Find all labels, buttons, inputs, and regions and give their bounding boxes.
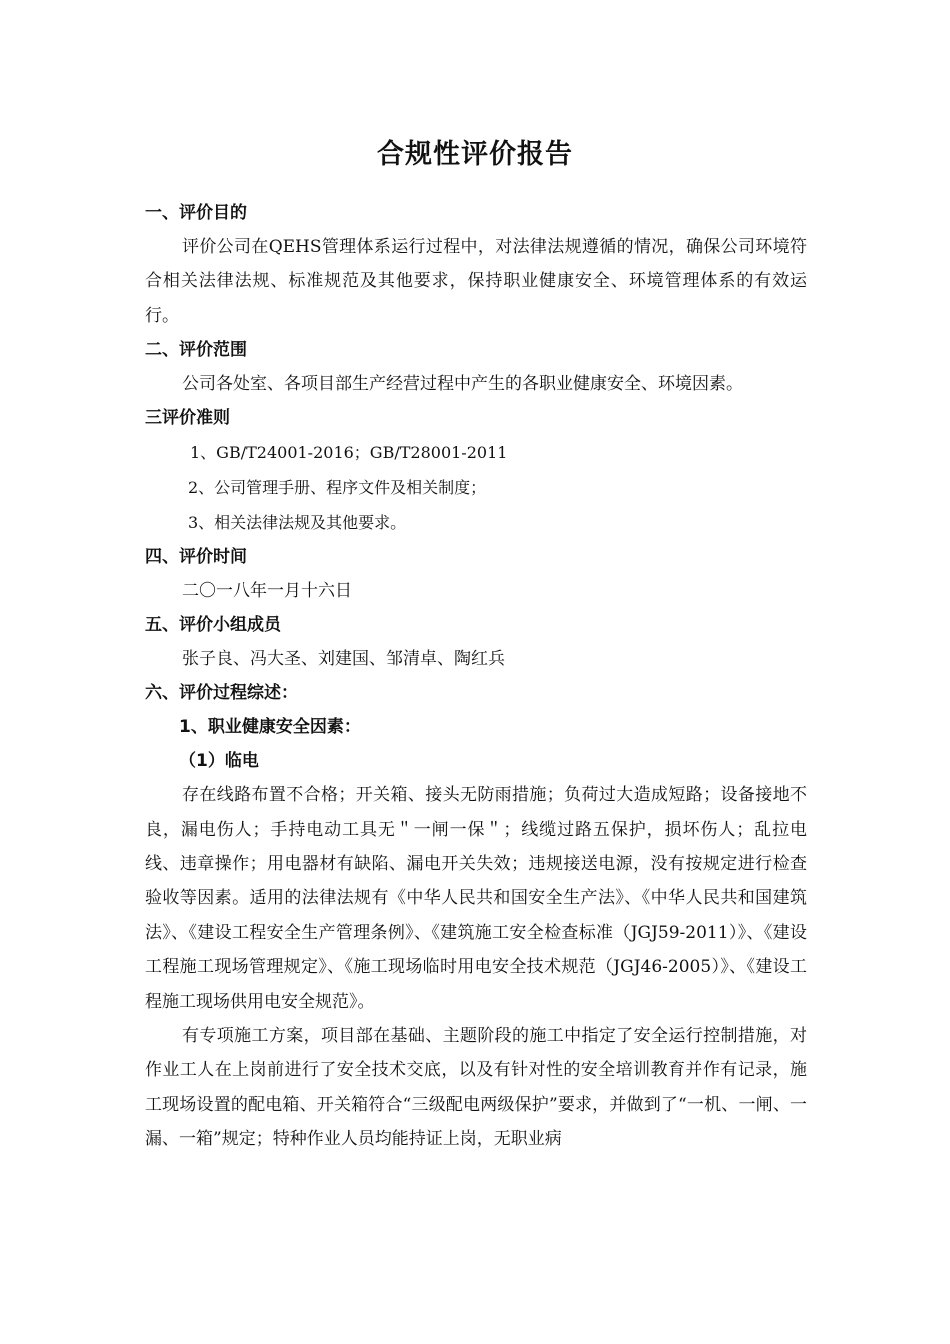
- section-heading-members: 五、评价小组成员: [145, 615, 281, 636]
- criteria-item: 3、相关法律法规及其他要求。: [188, 513, 407, 533]
- criteria-item: 2、公司管理手册、程序文件及相关制度；: [188, 478, 487, 498]
- subsection-heading-ohs: 1、职业健康安全因素：: [179, 717, 361, 738]
- criteria-item: 1、GB/T24001-2016；GB/T28001-2011: [190, 443, 508, 463]
- section-heading-criteria: 三评价准则: [145, 408, 230, 429]
- section-body-members: 张子良、冯大圣、刘建国、邹清卓、陶红兵: [182, 649, 505, 670]
- section-heading-purpose: 一、评价目的: [145, 203, 247, 223]
- paragraph-risks: 存在线路布置不合格；开关箱、接头无防雨措施；负荷过大造成短路；设备接地不良，漏电伤人；手持电动工具无＂一闸一保＂；线缆过路五保护，损坏伤人；乱拉电线、违章操作；用电器材有缺陷、漏电开关失效；违规接送电源，没有按规定进行检查验收等因素。适用的法律法规有《中华人民共和国安全生产法》、《中华人民共和国建筑法》、《建设工程安全生产管理条例》、《建筑施工安全检查标准（JGJ59-2011）》、《建设工程施工现场管理规定》、《施工现场临时用电安全技术规范（JGJ46-2005）》、《建设工程施工现场供用电安全规范》。: [145, 785, 807, 1012]
- section-heading-time: 四、评价时间: [145, 547, 247, 568]
- section-body-time: 二〇一八年一月十六日: [182, 581, 352, 602]
- section-body-purpose: 评价公司在QEHS管理体系运行过程中，对法律法规遵循的情况，确保公司环境符合相关法律法规、标准规范及其他要求，保持职业健康安全、环境管理体系的有效运行。: [145, 237, 807, 326]
- subsection-heading-temporary-power: （1）临电: [179, 751, 259, 772]
- section-body-scope: 公司各处室、各项目部生产经营过程中产生的各职业健康安全、环境因素。: [182, 374, 743, 395]
- page-title: 合规性评价报告: [377, 139, 573, 170]
- section-heading-process: 六、评价过程综述：: [145, 683, 298, 704]
- paragraph-controls: 有专项施工方案，项目部在基础、主题阶段的施工中指定了安全运行控制措施，对作业工人在上岗前进行了安全技术交底，以及有针对性的安全培训教育并作有记录，施工现场设置的配电箱、开关箱符合“三级配电两级保护”要求，并做到了“一机、一闸、一漏、一箱”规定；特种作业人员均能持证上岗，无职业病: [145, 1026, 807, 1150]
- document-body: [145, 196, 807, 1157]
- section-heading-scope: 二、评价范围: [145, 340, 247, 361]
